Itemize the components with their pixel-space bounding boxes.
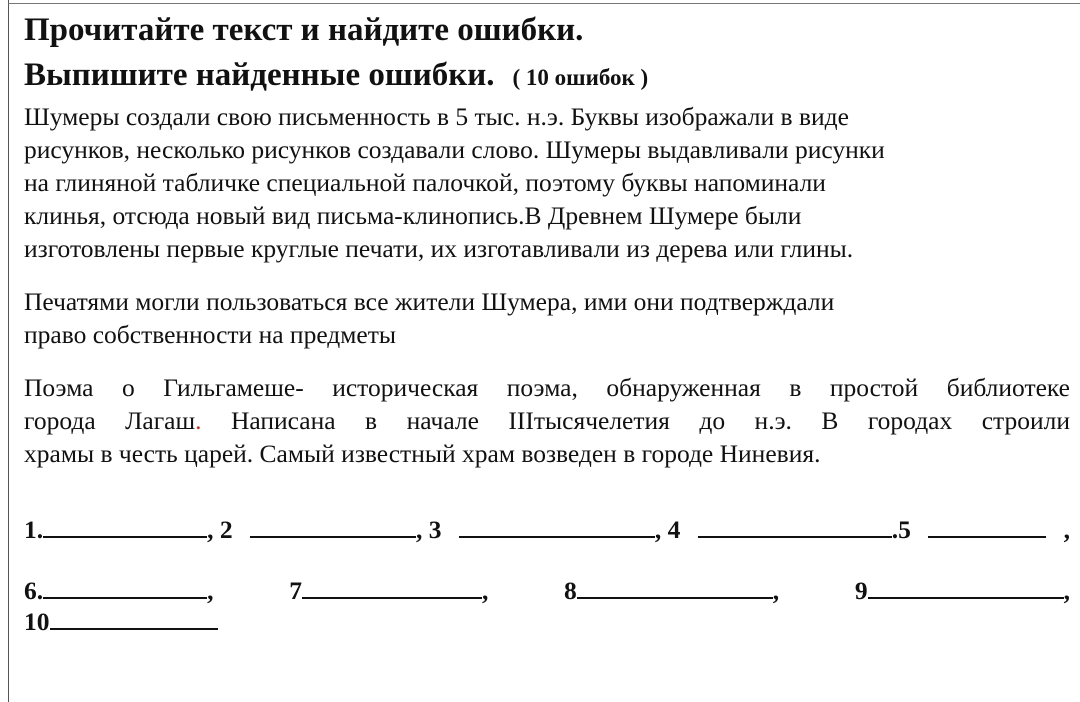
answer-blank-4[interactable] bbox=[698, 514, 892, 538]
answer-blank-10[interactable] bbox=[50, 606, 218, 630]
answer-item-5-comma bbox=[1064, 515, 1070, 545]
paragraph-1-line: на глиняной табличке специальной палочкой, поэтому буквы напоминали bbox=[24, 168, 826, 197]
title-text-1: Прочитайте текст и найдите ошибки. bbox=[24, 12, 584, 48]
page-border-top bbox=[8, 3, 1080, 4]
answer-item-10 bbox=[24, 606, 218, 637]
answer-label-6: 6. bbox=[24, 576, 44, 605]
answer-blank-7[interactable] bbox=[302, 575, 482, 599]
answer-item-8 bbox=[564, 575, 779, 606]
answer-blank-3[interactable] bbox=[459, 514, 655, 538]
answer-comma-6: , bbox=[207, 576, 214, 605]
answer-item-1 bbox=[24, 514, 233, 545]
answer-label-5: .5 bbox=[891, 515, 911, 544]
answer-label-7: 7 bbox=[289, 576, 302, 605]
answer-label-9: 9 bbox=[854, 576, 868, 605]
answer-label-4: , 4 bbox=[654, 515, 681, 544]
answer-item-6 bbox=[24, 575, 214, 606]
answer-label-1: 1. bbox=[24, 515, 44, 544]
paragraph-2-line: право собственности на предметы bbox=[24, 320, 397, 349]
paragraph-3-red-dot: . bbox=[195, 406, 202, 435]
answer-item-9 bbox=[855, 575, 1070, 606]
paragraph-3-line: храмы в честь царей. Самый известный храм возведен в городе Ниневия. bbox=[24, 439, 821, 468]
answer-blank-1[interactable] bbox=[43, 514, 207, 538]
answer-item-4 bbox=[698, 514, 911, 545]
worksheet bbox=[24, 8, 1070, 637]
answer-row-3 bbox=[24, 606, 1070, 637]
paragraph-3-line: Поэма о Гильгамеше- историческая поэма, обнаруженная в простой библиотеке bbox=[24, 373, 1070, 402]
paragraph-1-line: изготовлены первые круглые печати, их изготавливали из дерева или глины. bbox=[24, 234, 854, 263]
paragraph-2 bbox=[24, 285, 1070, 351]
answer-item-5 bbox=[928, 514, 1046, 545]
answer-label-3: , 3 bbox=[416, 515, 442, 544]
paragraph-1 bbox=[24, 100, 1070, 265]
paragraph-1-line: Шумеры создали свою письменность в 5 тыс. н.э. Буквы изображали в виде bbox=[24, 102, 849, 131]
answer-comma-8: , bbox=[772, 576, 780, 605]
answer-label-8: 8 bbox=[564, 576, 577, 605]
answer-blank-6[interactable] bbox=[43, 575, 207, 599]
answer-comma-5: , bbox=[1063, 515, 1070, 544]
answer-item-3 bbox=[459, 514, 681, 545]
title-text-2: Выпишите найденные ошибки. bbox=[24, 57, 495, 93]
answer-comma-9: , bbox=[1063, 576, 1070, 605]
paragraph-3-text: города Лагаш bbox=[24, 406, 196, 435]
answer-comma-7: , bbox=[481, 576, 489, 605]
answer-section bbox=[24, 514, 1070, 637]
answer-blank-8[interactable] bbox=[577, 575, 773, 599]
paragraph-2-line: Печатями могли пользоваться все жители Шумера, ими они подтверждали bbox=[24, 287, 835, 316]
answer-blank-9[interactable] bbox=[868, 575, 1064, 599]
paragraph-1-line: рисунков, несколько рисунков создавали слово. Шумеры выдавливали рисунки bbox=[24, 135, 885, 164]
title-line-2 bbox=[24, 53, 1070, 100]
answer-item-7 bbox=[289, 575, 488, 606]
answer-label-2: , 2 bbox=[207, 515, 233, 544]
paragraph-3 bbox=[24, 371, 1070, 470]
answer-blank-5[interactable] bbox=[928, 514, 1046, 538]
paragraph-3-text: Написана в начале IIIтысячелетия до н.э. В городах строили bbox=[201, 406, 1070, 435]
answer-row-1 bbox=[24, 514, 1070, 545]
answer-row-2 bbox=[24, 575, 1070, 606]
title-line-1 bbox=[24, 8, 1070, 53]
paragraph-1-line: клинья, отсюда новый вид письма-клинопись.В Древнем Шумере были bbox=[24, 201, 802, 230]
answer-item-2 bbox=[250, 514, 442, 545]
error-count-note: ( 10 ошибок ) bbox=[512, 65, 649, 90]
answer-label-10: 10 bbox=[24, 607, 50, 636]
answer-blank-2[interactable] bbox=[250, 514, 416, 538]
page-border-left bbox=[8, 0, 9, 702]
paragraph-3-line bbox=[24, 404, 1070, 437]
